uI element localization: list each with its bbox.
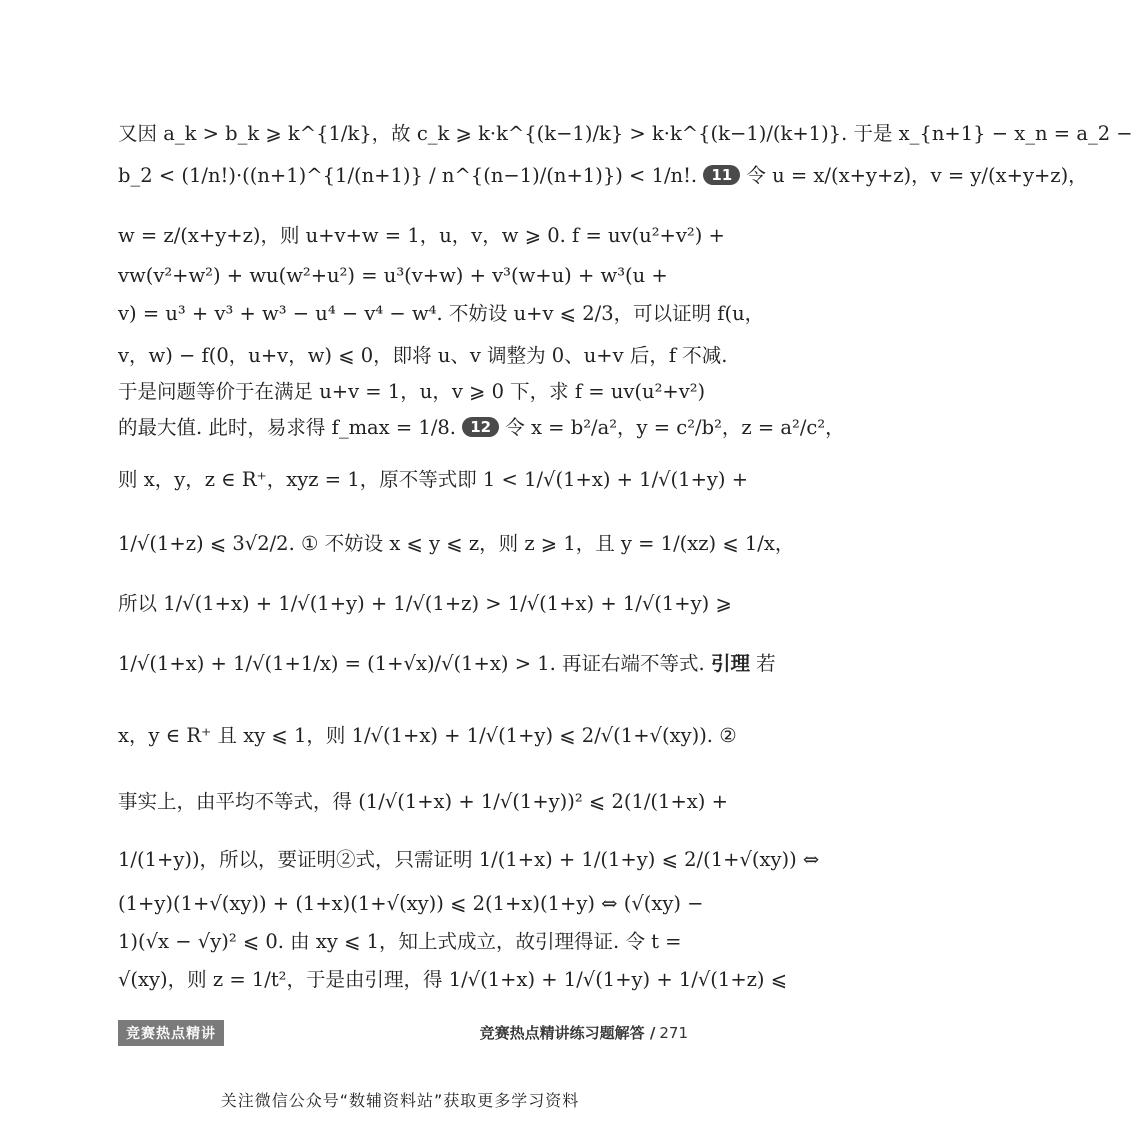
text-line-9: 则 x，y，z ∈ R⁺，xyz = 1，原不等式即 1 < 1/√(1+x) + 1/√(1+y) + <box>118 468 749 491</box>
text-line-2-tail: 令 u = x/(x+y+z)，v = y/(x+y+z)， <box>746 164 1088 187</box>
text-line-10: 1/√(1+z) ⩽ 3√2/2. ① 不妨设 x ⩽ y ⩽ z，则 z ⩾ 1，且 y = 1/(xz) ⩽ 1/x， <box>118 532 795 555</box>
text-line-15: 1/(1+y))，所以，要证明②式，只需证明 1/(1+x) + 1/(1+y) ⩽ 2/(1+√(xy)) ⇔ <box>118 848 820 871</box>
page-number: 271 <box>659 1024 688 1042</box>
watermark-text: 关注微信公众号“数辅资料站”获取更多学习资料 <box>220 1091 580 1110</box>
text-line-18: √(xy)，则 z = 1/t²，于是由引理，得 1/√(1+x) + 1/√(1+y) + 1/√(1+z) ⩽ <box>118 968 788 991</box>
text-line-1: 又因 a_k > b_k ⩾ k^{1/k}，故 c_k ⩾ k·k^{(k−1)/k} > k·k^{(k−1)/(k+1)}. 于是 x_{n+1} − x_n = a_2 − <box>118 122 1133 145</box>
text-line-12-head: 1/√(1+x) + 1/√(1+1/x) = (1+√x)/√(1+x) > 1. 再证右端不等式. <box>118 652 705 675</box>
footer-running-title <box>480 1022 688 1043</box>
lemma-label: 引理 <box>710 652 750 675</box>
text-line-6: v，w) − f(0，u+v，w) ⩽ 0，即将 u、v 调整为 0、u+v 后，f 不减. <box>118 344 728 367</box>
text-line-13: x，y ∈ R⁺ 且 xy ⩽ 1，则 1/√(1+x) + 1/√(1+y) ⩽ 2/√(1+√(xy)). ② <box>118 724 737 747</box>
footer-title-text: 竞赛热点精讲练习题解答 / <box>479 1024 656 1042</box>
text-line-2-head: b_2 < (1/n!)·((n+1)^{1/(n+1)} / n^{(n−1)/(n+1)}) < 1/n!. <box>118 164 698 187</box>
text-line-4: vw(v²+w²) + wu(w²+u²) = u³(v+w) + v³(w+u) + w³(u + <box>118 264 668 287</box>
text-line-8 <box>118 414 845 442</box>
footer-section-tag: 竞赛热点精讲 <box>118 1020 224 1046</box>
text-line-16: (1+y)(1+√(xy)) + (1+x)(1+√(xy)) ⩽ 2(1+x)(1+y) ⇔ (√(xy) − <box>118 892 704 915</box>
text-line-17: 1)(√x − √y)² ⩽ 0. 由 xy ⩽ 1，知上式成立，故引理得证. 令 t = <box>118 930 682 953</box>
text-line-7: 于是问题等价于在满足 u+v = 1，u，v ⩾ 0 下，求 f = uv(u²+v²) <box>118 380 706 403</box>
text-line-11: 所以 1/√(1+x) + 1/√(1+y) + 1/√(1+z) > 1/√(1+x) + 1/√(1+y) ⩾ <box>118 592 732 615</box>
text-line-14: 事实上，由平均不等式，得 (1/√(1+x) + 1/√(1+y))² ⩽ 2(1/(1+x) + <box>118 790 728 813</box>
problem-badge-11: 11 <box>703 165 740 185</box>
problem-badge-12: 12 <box>462 417 499 437</box>
text-line-2 <box>118 162 1088 190</box>
text-line-5: v) = u³ + v³ + w³ − u⁴ − v⁴ − w⁴. 不妨设 u+v ⩽ 2/3，可以证明 f(u， <box>118 302 765 325</box>
text-line-8-head: 的最大值. 此时，易求得 f_max = 1/8. <box>118 416 456 439</box>
text-line-8-tail: 令 x = b²/a²，y = c²/b²，z = a²/c²， <box>505 416 845 439</box>
text-line-12 <box>118 650 776 678</box>
text-line-3: w = z/(x+y+z)，则 u+v+w = 1，u，v，w ⩾ 0. f = uv(u²+v²) + <box>118 224 725 247</box>
text-line-12-tail: 若 <box>756 652 776 675</box>
